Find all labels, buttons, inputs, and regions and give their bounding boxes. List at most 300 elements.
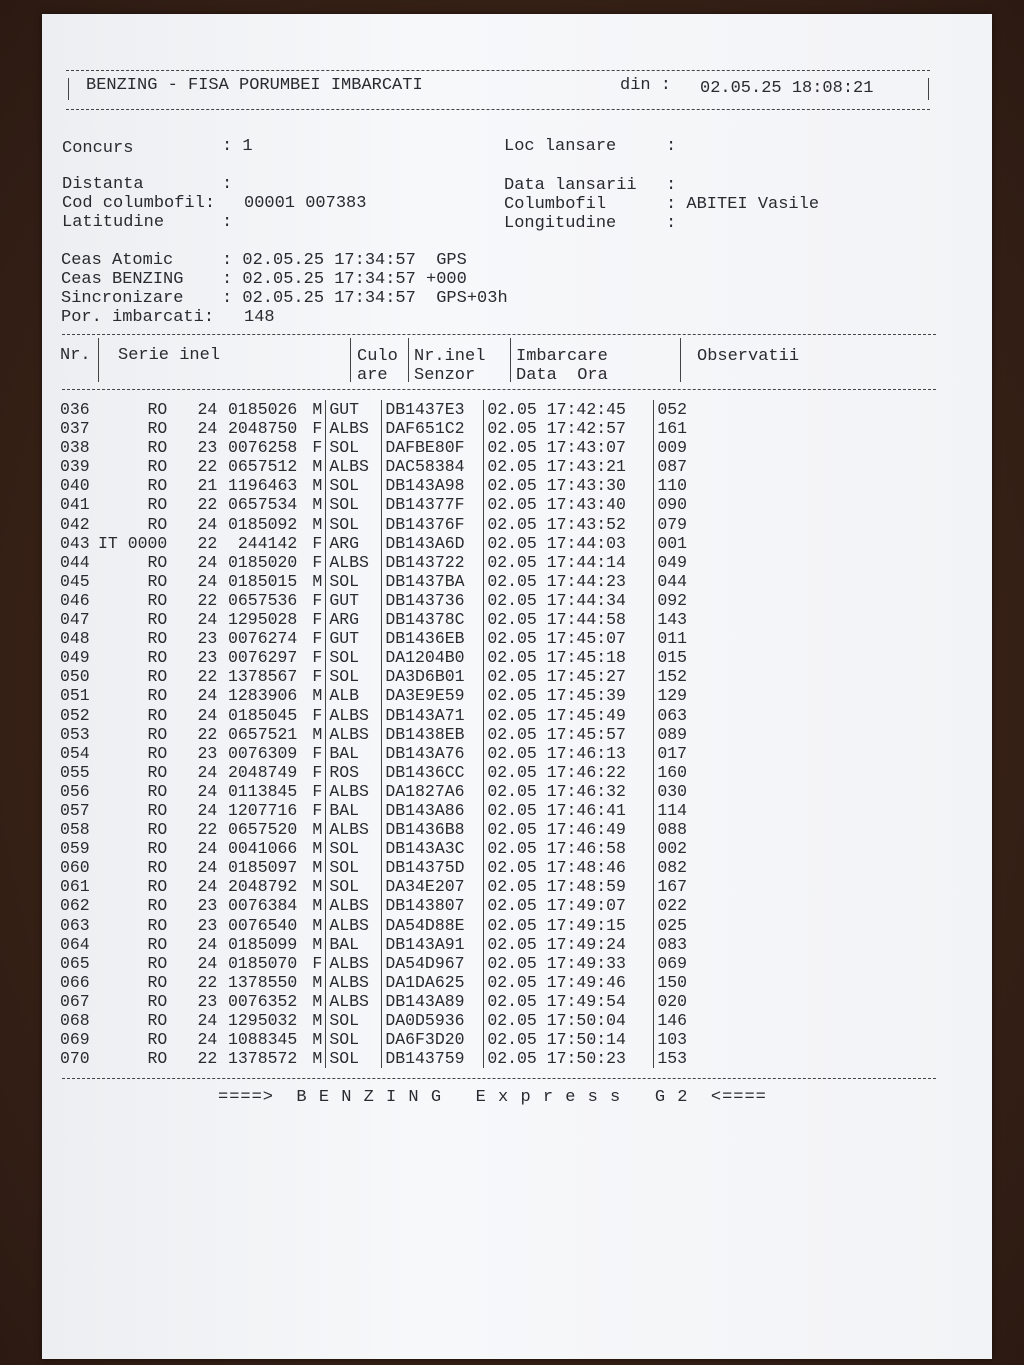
row-year: 23	[197, 991, 218, 1011]
row-sensor-ring: DA54D88E	[382, 916, 484, 935]
col-divider-serie	[350, 338, 351, 382]
row-nr: 048	[60, 629, 90, 649]
columns-bottom-border	[62, 389, 936, 390]
table-row	[60, 877, 717, 896]
row-sensor-ring: DB143736	[382, 591, 484, 610]
row-basketing-time: 02.05 17:46:22	[484, 763, 654, 782]
row-country: RO	[147, 457, 168, 477]
row-sex: F	[312, 762, 323, 782]
distanta-value: :	[222, 175, 233, 194]
row-observation: 025	[654, 916, 718, 935]
row-nr: 060	[60, 858, 90, 878]
row-ring-number: 0185020	[228, 552, 298, 572]
table-row	[60, 400, 717, 419]
row-nr: 057	[60, 800, 90, 820]
row-country: RO	[147, 400, 168, 419]
row-basketing-time: 02.05 17:44:03	[484, 534, 654, 553]
row-sensor-ring: DB1438EB	[382, 725, 484, 744]
row-nr: 036	[60, 400, 90, 419]
row-year: 24	[197, 800, 218, 820]
row-sensor-ring: DA0D5936	[382, 1011, 484, 1030]
table-row	[60, 667, 717, 686]
row-ring-number: 1378550	[228, 972, 298, 992]
row-basketing-time: 02.05 17:50:14	[484, 1030, 654, 1049]
columns-top-border	[62, 334, 936, 335]
row-ring-number: 2048750	[228, 419, 298, 439]
col-divider-imbarcare	[680, 338, 681, 382]
row-basketing-time: 02.05 17:45:57	[484, 725, 654, 744]
row-year: 21	[197, 476, 218, 496]
row-nr: 041	[60, 495, 90, 515]
row-year: 23	[197, 438, 218, 458]
row-nr: 053	[60, 724, 90, 744]
row-country: RO	[147, 858, 168, 878]
sincronizare-value: : 02.05.25 17:34:57 GPS+03h	[222, 289, 508, 308]
row-basketing-time: 02.05 17:44:34	[484, 591, 654, 610]
col-header-senzor: Senzor	[414, 366, 476, 385]
row-sensor-ring: DB143A71	[382, 706, 484, 725]
row-year: 24	[197, 514, 218, 534]
row-year: 22	[197, 457, 218, 477]
row-sex: F	[312, 800, 323, 820]
concurs-label: Concurs	[62, 139, 134, 158]
row-basketing-time: 02.05 17:43:40	[484, 495, 654, 514]
row-observation: 001	[654, 534, 718, 553]
row-ring-number: 0185045	[228, 705, 298, 725]
row-observation: 089	[654, 725, 718, 744]
row-year: 24	[197, 400, 218, 419]
row-basketing-time: 02.05 17:46:58	[484, 839, 654, 858]
loc-lansare-value: :	[666, 137, 677, 156]
table-row	[60, 515, 717, 534]
row-ring-number: 0113845	[228, 781, 298, 801]
row-observation: 052	[654, 400, 718, 419]
row-sensor-ring: DB14376F	[382, 515, 484, 534]
row-year: 24	[197, 1030, 218, 1050]
table-row	[60, 858, 717, 877]
ceas-benzing-label: Ceas BENZING	[61, 270, 184, 289]
col-header-imbarcare: Imbarcare	[516, 347, 608, 366]
row-basketing-time: 02.05 17:46:32	[484, 782, 654, 801]
row-observation: 153	[654, 1049, 718, 1068]
row-year: 24	[197, 1011, 218, 1030]
row-sex: M	[312, 934, 323, 954]
row-sex: F	[312, 438, 323, 458]
row-nr: 070	[60, 1049, 90, 1069]
row-country: RO	[147, 629, 168, 649]
row-nr: 054	[60, 743, 90, 763]
row-sensor-ring: DB1437E3	[382, 400, 484, 419]
col-header-culoare-1: Culo	[357, 347, 398, 366]
row-country: RO	[147, 915, 168, 935]
row-basketing-time: 02.05 17:49:33	[484, 954, 654, 973]
report-datetime: 02.05.25 18:08:21	[700, 79, 874, 98]
row-sensor-ring: DB143A6D	[382, 534, 484, 553]
table-row	[60, 1011, 717, 1030]
row-country: RO	[147, 476, 168, 496]
row-nr: 037	[60, 419, 90, 439]
row-sex: M	[312, 686, 323, 706]
row-basketing-time: 02.05 17:49:54	[484, 992, 654, 1011]
cod-columbofil-value: 00001 007383	[244, 194, 367, 213]
row-year: 22	[197, 972, 218, 992]
row-year: 22	[197, 1049, 218, 1069]
row-sensor-ring: DB143A91	[382, 935, 484, 954]
row-ring-number: 0041066	[228, 839, 298, 859]
row-sensor-ring: DB143759	[382, 1049, 484, 1068]
row-sex: M	[312, 972, 323, 992]
row-color: ALBS	[326, 457, 382, 476]
col-header-serie-inel: Serie inel	[118, 346, 221, 365]
row-year: 22	[197, 533, 218, 553]
row-sex: F	[312, 705, 323, 725]
row-observation: 044	[654, 572, 718, 591]
ceas-atomic-value: : 02.05.25 17:34:57 GPS	[222, 251, 467, 270]
row-sex: F	[312, 590, 323, 610]
row-nr: 049	[60, 648, 90, 668]
row-sensor-ring: DB143A89	[382, 992, 484, 1011]
row-observation: 083	[654, 935, 718, 954]
row-country: RO	[147, 514, 168, 534]
row-year: 23	[197, 743, 218, 763]
row-sex: M	[312, 896, 323, 916]
row-ring-number: 0185070	[228, 953, 298, 973]
row-sensor-ring: DA1827A6	[382, 782, 484, 801]
row-observation: 090	[654, 495, 718, 514]
row-sensor-ring: DB143722	[382, 553, 484, 572]
row-ring-number: 0076297	[228, 648, 298, 668]
row-sex: M	[312, 1011, 323, 1030]
row-sex: M	[312, 400, 323, 419]
row-sensor-ring: DB1436CC	[382, 763, 484, 782]
table-row	[60, 686, 717, 705]
row-year: 23	[197, 648, 218, 668]
table-row	[60, 801, 717, 820]
table-row	[60, 725, 717, 744]
row-ring-number: 1378567	[228, 667, 298, 687]
row-observation: 092	[654, 591, 718, 610]
row-basketing-time: 02.05 17:46:13	[484, 744, 654, 763]
row-color: SOL	[326, 438, 382, 457]
row-color: SOL	[326, 1049, 382, 1068]
row-nr: 046	[60, 590, 90, 610]
row-observation: 150	[654, 973, 718, 992]
row-color: BAL	[326, 801, 382, 820]
table-row	[60, 916, 717, 935]
row-sensor-ring: DAF651C2	[382, 419, 484, 438]
row-ring-number: 244142	[237, 533, 298, 553]
row-basketing-time: 02.05 17:42:45	[484, 400, 654, 419]
row-nr: 040	[60, 476, 90, 496]
row-color: ALBS	[326, 725, 382, 744]
row-color: GUT	[326, 591, 382, 610]
row-country: RO	[147, 800, 168, 820]
header-right-border	[928, 78, 929, 100]
loc-lansare-label: Loc lansare	[504, 137, 617, 156]
row-basketing-time: 02.05 17:45:49	[484, 706, 654, 725]
row-ring-number: 1378572	[228, 1049, 298, 1069]
row-basketing-time: 02.05 17:49:07	[484, 896, 654, 915]
row-nr: 068	[60, 1011, 90, 1030]
row-color: SOL	[326, 667, 382, 686]
row-ring-number: 1088345	[228, 1030, 298, 1050]
row-ring-number: 0185099	[228, 934, 298, 954]
row-year: 24	[197, 571, 218, 591]
row-basketing-time: 02.05 17:45:39	[484, 686, 654, 705]
row-observation: 167	[654, 877, 718, 896]
row-year: 22	[197, 495, 218, 515]
table-row	[60, 820, 717, 839]
row-country: RO	[147, 1030, 168, 1050]
row-sex: F	[312, 629, 323, 649]
row-ring-number: 0076274	[228, 629, 298, 649]
table-row	[60, 839, 717, 858]
row-ring-number: 0185015	[228, 571, 298, 591]
row-color: ALBS	[326, 992, 382, 1011]
row-country: RO	[147, 991, 168, 1011]
row-nr: 069	[60, 1030, 90, 1050]
col-divider-culoare	[408, 338, 409, 382]
row-observation: 011	[654, 629, 718, 648]
row-color: ROS	[326, 763, 382, 782]
row-year: 24	[197, 762, 218, 782]
row-country: RO	[147, 877, 168, 897]
col-header-observatii: Observatii	[697, 347, 800, 366]
data-lansarii-value: :	[666, 176, 677, 195]
row-ring-number: 0076309	[228, 743, 298, 763]
row-color: ARG	[326, 610, 382, 629]
report-title: BENZING - FISA PORUMBEI IMBARCATI	[86, 76, 423, 95]
row-sex: M	[312, 858, 323, 878]
row-sensor-ring: DB143A76	[382, 744, 484, 763]
table-row	[60, 495, 717, 514]
row-year: 23	[197, 896, 218, 916]
row-country: RO	[147, 972, 168, 992]
table-row	[60, 706, 717, 725]
row-ring-number: 0185026	[228, 400, 298, 419]
table-row	[60, 610, 717, 629]
row-observation: 049	[654, 553, 718, 572]
row-country: RO	[147, 648, 168, 668]
row-nr: 043	[60, 533, 90, 553]
row-color: SOL	[326, 858, 382, 877]
row-color: ALBS	[326, 916, 382, 935]
row-basketing-time: 02.05 17:42:57	[484, 419, 654, 438]
row-year: 22	[197, 667, 218, 687]
row-color: GUT	[326, 400, 382, 419]
row-sex: F	[312, 781, 323, 801]
header-top-border	[66, 70, 930, 71]
table-row	[60, 648, 717, 667]
row-year: 24	[197, 877, 218, 897]
row-year: 24	[197, 686, 218, 706]
table-row	[60, 629, 717, 648]
row-color: ALBS	[326, 706, 382, 725]
row-color: SOL	[326, 476, 382, 495]
row-observation: 009	[654, 438, 718, 457]
columbofil-value: : ABITEI Vasile	[666, 195, 820, 214]
row-nr: 059	[60, 839, 90, 859]
table-row	[60, 476, 717, 495]
row-year: 23	[197, 915, 218, 935]
row-nr: 063	[60, 915, 90, 935]
row-country: RO	[147, 705, 168, 725]
row-country: RO	[147, 839, 168, 859]
row-sensor-ring: DAFBE80F	[382, 438, 484, 457]
row-ring-number: 1207716	[228, 800, 298, 820]
row-country: RO	[147, 571, 168, 591]
row-nr: 062	[60, 896, 90, 916]
row-country: RO	[147, 820, 168, 840]
row-nr: 042	[60, 514, 90, 534]
row-nr: 058	[60, 820, 90, 840]
row-observation: 015	[654, 648, 718, 667]
row-country: RO	[147, 1049, 168, 1069]
row-year: 24	[197, 781, 218, 801]
row-color: ALB	[326, 686, 382, 705]
row-nr: 064	[60, 934, 90, 954]
row-ring-number: 0657521	[228, 724, 298, 744]
row-ring-number: 0076258	[228, 438, 298, 458]
row-sex: M	[312, 991, 323, 1011]
row-color: ALBS	[326, 820, 382, 839]
row-country: RO	[147, 552, 168, 572]
row-sex: M	[312, 820, 323, 840]
row-nr: 065	[60, 953, 90, 973]
row-color: SOL	[326, 515, 382, 534]
row-sex: M	[312, 915, 323, 935]
row-sensor-ring: DAC58384	[382, 457, 484, 476]
table-row	[60, 419, 717, 438]
row-country: RO	[147, 743, 168, 763]
row-sensor-ring: DB1436B8	[382, 820, 484, 839]
cod-columbofil-label: Cod columbofil:	[62, 194, 216, 213]
row-ring-number: 0185092	[228, 514, 298, 534]
row-observation: 063	[654, 706, 718, 725]
row-sex: F	[312, 610, 323, 630]
table-row	[60, 438, 717, 457]
row-basketing-time: 02.05 17:49:24	[484, 935, 654, 954]
row-year: 24	[197, 858, 218, 878]
row-country: RO	[147, 495, 168, 515]
row-observation: 110	[654, 476, 718, 495]
porumbei-imbarcati-value: 148	[244, 308, 275, 327]
row-basketing-time: 02.05 17:45:07	[484, 629, 654, 648]
row-sex: M	[312, 457, 323, 477]
row-sensor-ring: DA34E207	[382, 877, 484, 896]
table-row	[60, 534, 717, 553]
row-basketing-time: 02.05 17:43:52	[484, 515, 654, 534]
table-row	[60, 992, 717, 1011]
row-observation: 020	[654, 992, 718, 1011]
data-lansarii-label: Data lansarii	[504, 176, 637, 195]
table-row	[60, 763, 717, 782]
row-nr: 047	[60, 610, 90, 630]
row-observation: 129	[654, 686, 718, 705]
row-sensor-ring: DB14375D	[382, 858, 484, 877]
row-country: RO	[147, 610, 168, 630]
row-color: ARG	[326, 534, 382, 553]
row-year: 24	[197, 839, 218, 859]
row-sex: F	[312, 667, 323, 687]
table-bottom-border	[62, 1078, 936, 1079]
row-basketing-time: 02.05 17:49:46	[484, 973, 654, 992]
row-nr: 050	[60, 667, 90, 687]
row-color: ALBS	[326, 973, 382, 992]
row-basketing-time: 02.05 17:48:46	[484, 858, 654, 877]
table-row	[60, 457, 717, 476]
concurs-value: : 1	[222, 137, 253, 156]
table-row	[60, 572, 717, 591]
row-sensor-ring: DB143A3C	[382, 839, 484, 858]
row-color: SOL	[326, 1030, 382, 1049]
row-color: ALBS	[326, 553, 382, 572]
row-color: BAL	[326, 744, 382, 763]
row-nr: 044	[60, 552, 90, 572]
row-sensor-ring: DA3D6B01	[382, 667, 484, 686]
row-nr: 055	[60, 762, 90, 782]
row-nr: 056	[60, 781, 90, 801]
row-sex: M	[312, 495, 323, 515]
row-ring-number: 0657520	[228, 820, 298, 840]
row-color: SOL	[326, 839, 382, 858]
row-basketing-time: 02.05 17:46:49	[484, 820, 654, 839]
table-row	[60, 973, 717, 992]
row-sex: M	[312, 571, 323, 591]
row-nr: 039	[60, 457, 90, 477]
longitudine-value: :	[666, 214, 677, 233]
row-observation: 103	[654, 1030, 718, 1049]
distanta-label: Distanta	[62, 175, 144, 194]
row-observation: 082	[654, 858, 718, 877]
row-year: 22	[197, 724, 218, 744]
row-ring-number: 0076384	[228, 896, 298, 916]
row-sensor-ring: DB143A86	[382, 801, 484, 820]
row-ring-number: 0657534	[228, 495, 298, 515]
row-country: RO	[147, 590, 168, 610]
row-year: 24	[197, 953, 218, 973]
row-country: RO	[147, 1011, 168, 1030]
row-basketing-time: 02.05 17:45:18	[484, 648, 654, 667]
row-observation: 152	[654, 667, 718, 686]
latitudine-value: :	[222, 213, 233, 232]
row-sex: M	[312, 1030, 323, 1050]
row-ring-number: 1196463	[228, 476, 298, 496]
row-observation: 002	[654, 839, 718, 858]
row-basketing-time: 02.05 17:43:07	[484, 438, 654, 457]
row-sensor-ring: DB14377F	[382, 495, 484, 514]
longitudine-label: Longitudine	[504, 214, 617, 233]
row-basketing-time: 02.05 17:44:23	[484, 572, 654, 591]
row-sensor-ring: DA6F3D20	[382, 1030, 484, 1049]
row-basketing-time: 02.05 17:46:41	[484, 801, 654, 820]
row-color: SOL	[326, 648, 382, 667]
row-sex: M	[312, 514, 323, 534]
row-country: RO	[147, 781, 168, 801]
row-ring-number: 2048792	[228, 877, 298, 897]
col-header-culoare-2: are	[357, 366, 388, 385]
row-observation: 079	[654, 515, 718, 534]
row-observation: 161	[654, 419, 718, 438]
row-color: ALBS	[326, 419, 382, 438]
row-color: GUT	[326, 629, 382, 648]
table-row	[60, 935, 717, 954]
header-bottom-border	[66, 109, 930, 110]
table-row	[60, 954, 717, 973]
table-row	[60, 1049, 717, 1068]
row-sensor-ring: DB14378C	[382, 610, 484, 629]
porumbei-imbarcati-label: Por. imbarcati:	[61, 308, 215, 327]
